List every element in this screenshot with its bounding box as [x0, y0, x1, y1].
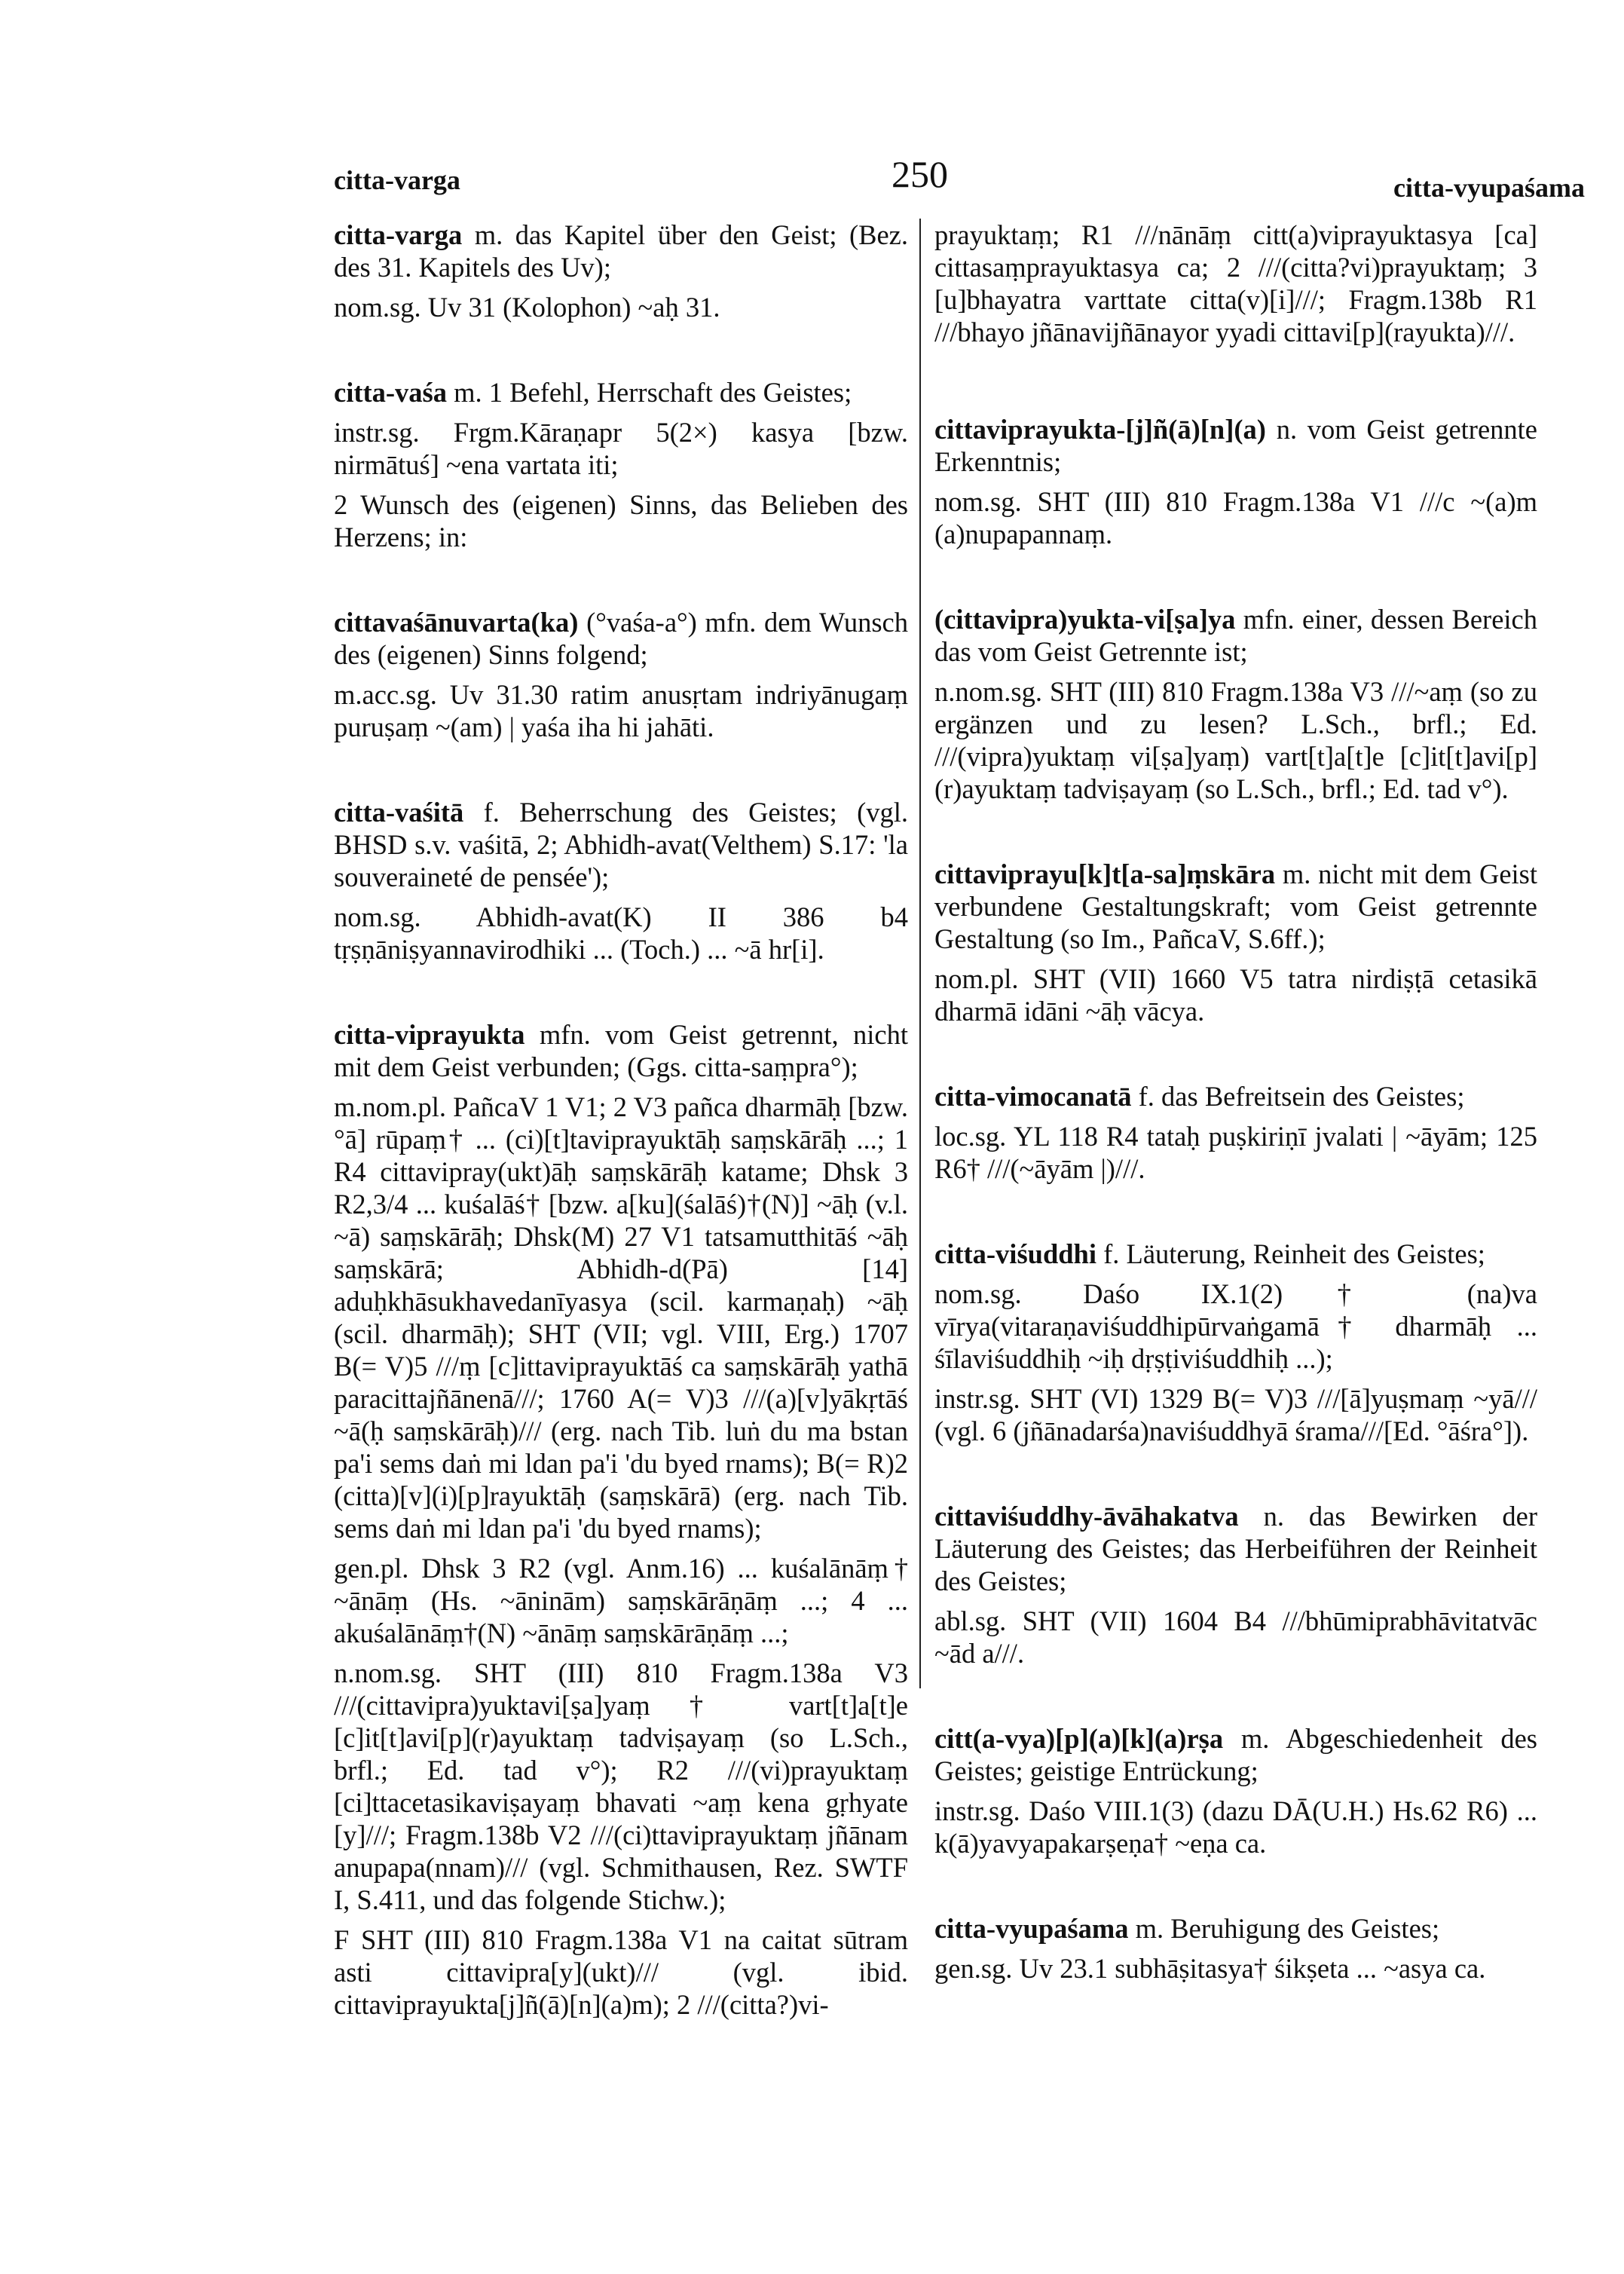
- entry-definition: mfn. einer, dessen Bereich das vom Geist Getrennte ist;: [934, 604, 1537, 667]
- entry-definition: m. Beruhigung des Geistes;: [1135, 1913, 1440, 1944]
- entry-citation: nom.sg. Uv 31 (Kolophon) ~aḥ 31.: [334, 292, 720, 323]
- entry-definition: f. das Befreitsein des Geistes;: [1138, 1081, 1465, 1112]
- entry-headword: cittaviprayukta-[j]ñ(ā)[n](a): [934, 414, 1266, 445]
- entry-headword: citta-vaśa: [334, 377, 448, 408]
- dictionary-entry: [934, 1080, 1537, 1185]
- dictionary-entry: [934, 1722, 1537, 1859]
- entry-citation: m.acc.sg. Uv 31.30 ratim anusṛtam indriyānugaṃ puruṣaṃ ~(am) | yaśa iha hi jahāti.: [334, 679, 908, 742]
- entry-headword: citta-vyupaśama: [934, 1913, 1129, 1944]
- page-number: 250: [892, 153, 948, 195]
- dictionary-entry: [934, 858, 1537, 1027]
- running-head-left: citta-varga: [334, 165, 460, 195]
- dictionary-entry: [334, 219, 908, 323]
- entry-citation: F SHT (III) 810 Fragm.138a V1 na caitat sūtram asti cittavipra[y](ukt)/// (vgl. ibid. cittaviprayukta[j]ñ(ā)[n](a)m); 2 ///(citta?)vi-: [334, 1924, 908, 2020]
- entry-citation: prayuktaṃ; R1 ///nānāṃ citt(a)viprayuktasya [ca] cittasaṃprayuktasya ca; 2 ///(citta?vi)prayuktaṃ; 3 [u]bhayatra varttate citta(v)[i]///; Fragm.138b R1 ///bhayo jñānavijñānayor yyadi cittavi[p](rayukta)///.: [934, 219, 1537, 347]
- running-head-right: citta-vyupaśama: [1393, 173, 1585, 203]
- entry-citation: nom.pl. SHT (VII) 1660 V5 tatra nirdiṣṭā cetasikā dharmā idāni ~āḥ vācya.: [934, 963, 1537, 1027]
- dictionary-entry: [934, 1500, 1537, 1670]
- dictionary-entry: [334, 796, 908, 966]
- entry-citation: instr.sg. Frgm.Kāraṇapr 5(2×) kasya [bzw. nirmātuś] ~ena vartata iti;: [334, 417, 908, 480]
- dictionary-entry: [334, 376, 908, 553]
- entry-definition: 2 Wunsch des (eigenen) Sinns, das Belieben des Herzens; in:: [334, 489, 908, 552]
- entry-citation: n.nom.sg. SHT (III) 810 Fragm.138a V3 ///(cittavipra)yuktavi[ṣa]yaṃ† vart[t]a[t]e [c]it[t]avi[p](r)ayuktaṃ tadviṣayaṃ (so L.Sch., brfl.; Ed. tad v°); R2 ///(vi)prayuktaṃ [ci]ttacetasikaviṣayaṃ bhavati ~aṃ kena gṛhyate [y]///; Fragm.138b V2 ///(ci)ttaviprayuktaṃ jñānam anupapa(nnam)/// (vgl. Schmithausen, Rez. SWTF I, S.411, und das folgende Stichw.);: [334, 1657, 908, 1915]
- dictionary-entry: [334, 1018, 908, 2021]
- page-header: [334, 151, 1585, 211]
- entry-definition: m. 1 Befehl, Herrschaft des Geistes;: [454, 377, 852, 408]
- entry-headword: citta-vaśitā: [334, 797, 464, 828]
- entry-headword: citt(a-vya)[p](a)[k](a)rṣa: [934, 1723, 1224, 1754]
- entry-citation: nom.sg. SHT (III) 810 Fragm.138a V1 ///c ~(a)m (a)nupapannaṃ.: [934, 486, 1537, 549]
- entry-definition: m. das Kapitel über den Geist; (Bez. des 31. Kapitels des Uv);: [334, 219, 909, 283]
- entry-headword: (cittavipra)yukta-vi[ṣa]ya: [934, 604, 1236, 635]
- entry-definition: m. nicht mit dem Geist verbundene Gestaltungskraft; vom Geist getrennte Gestaltung (so Im., PañcaV, S.6ff.);: [934, 858, 1538, 954]
- entry-headword: citta-vimocanatā: [934, 1081, 1132, 1112]
- entry-headword: cittaviśuddhy-āvāhakatva: [934, 1501, 1239, 1532]
- entry-citation: loc.sg. YL 118 R4 tataḥ puṣkiriṇī jvalati | ~āyām; 125 R6† ///(~āyām |)///.: [934, 1121, 1537, 1184]
- entry-definition: (°vaśa-a°) mfn. dem Wunsch des (eigenen) Sinns folgend;: [334, 607, 908, 670]
- dictionary-entry: [334, 606, 908, 743]
- entry-definition: m. Abgeschiedenheit des Geistes; geistige Entrückung;: [934, 1723, 1537, 1786]
- dictionary-entry: [934, 1912, 1537, 1985]
- entry-citation: abl.sg. SHT (VII) 1604 B4 ///bhūmiprabhāvitatvāc ~ād a///.: [934, 1605, 1537, 1669]
- dictionary-entry: [934, 1238, 1537, 1447]
- entry-headword: cittavaśānuvarta(ka): [334, 607, 579, 638]
- dictionary-entry-continued: [934, 219, 1537, 348]
- right-column: [934, 219, 1537, 2037]
- entry-citation: gen.sg. Uv 23.1 subhāṣitasya† śikṣeta ... ~asya ca.: [934, 1953, 1486, 1984]
- dictionary-entry: [934, 413, 1537, 550]
- entry-definition: n. das Bewirken der Läuterung des Geistes; das Herbeiführen der Reinheit des Geistes;: [934, 1501, 1537, 1596]
- entry-citation: gen.pl. Dhsk 3 R2 (vgl. Anm.16) ... kuśalānāṃ† ~ānāṃ (Hs. ~āninām) saṃskārāṇāṃ ...; 4 ... akuśalānāṃ†(N) ~ānāṃ saṃskārāṇāṃ ...;: [334, 1553, 908, 1648]
- entry-citation: n.nom.sg. SHT (III) 810 Fragm.138a V3 ///~aṃ (so zu ergänzen und zu lesen? L.Sch., brfl.; Ed. ///(vipra)yuktaṃ vi[ṣa]yaṃ) vart[t]a[t]e [c]it[t]avi[p](r)ayuktaṃ tadviṣayaṃ (so L.Sch., brfl.; Ed. tad v°).: [934, 676, 1537, 804]
- entry-headword: cittaviprayu[k]t[a-sa]ṃskāra: [934, 858, 1276, 889]
- entry-definition: f. Läuterung, Reinheit des Geistes;: [1103, 1238, 1485, 1269]
- entry-citation: nom.sg. Daśo IX.1(2)† (na)va vīrya(vitaraṇaviśuddhipūrvaṅgamā† dharmāḥ ... śīlaviśuddhiḥ ~iḥ dṛṣṭiviśuddhiḥ ...);: [934, 1278, 1537, 1374]
- entry-headword: citta-viprayukta: [334, 1019, 525, 1050]
- entry-citation: instr.sg. Daśo VIII.1(3) (dazu DĀ(U.H.) Hs.62 R6) ... k(ā)yavyapakarṣeṇa† ~eṇa ca.: [934, 1795, 1537, 1859]
- entry-definition: f. Beherrschung des Geistes; (vgl. BHSD s.v. vaśitā, 2; Abhidh-avat(Velthem) S.17: 'la souveraineté de pensée');: [334, 797, 908, 892]
- entry-citation: nom.sg. Abhidh-avat(K) II 386 b4 tṛṣṇāniṣyannavirodhiki ... (Toch.) ... ~ā hr[i].: [334, 901, 908, 965]
- entry-definition: mfn. vom Geist getrennt, nicht mit dem Geist verbunden; (Ggs. citta-saṃpra°);: [334, 1019, 908, 1082]
- entry-headword: citta-varga: [334, 219, 463, 250]
- dictionary-entry: [934, 603, 1537, 805]
- left-column: [334, 219, 908, 2074]
- entry-definition: n. vom Geist getrennte Erkenntnis;: [934, 414, 1537, 477]
- entry-citation: m.nom.pl. PañcaV 1 V1; 2 V3 pañca dharmāḥ [bzw. °ā] rūpaṃ† ... (ci)[t]taviprayuktāḥ saṃskārāḥ ...; 1 R4 cittavipray(ukt)āḥ saṃskārāḥ katame; Dhsk 3 R2,3/4 ... kuśalāś† [bzw. a[ku](śalāś)†(N)] ~āḥ (v.l. ~ā) saṃskārāḥ; Dhsk(M) 27 V1 tatsamutthitāś ~āḥ saṃskārā; Abhidh-d(Pā) [14] aduḥkhāsukhavedanīyasya (scil. karmaṇaḥ) ~āḥ (scil. dharmāḥ); SHT (VII; vgl. VIII, Erg.) 1707 B(= V)5 ///ṃ [c]ittaviprayuktāś ca saṃskārāḥ yathā paracittajñānenā///; 1760 A(= V)3 ///(a)[v]yākṛtāś ~ā(ḥ saṃskārāḥ)/// (erg. nach Tib. luṅ du ma bstan pa'i sems daṅ mi ldan pa'i 'du byed rnams); B(= R)2 (citta)[v](i)[p]rayuktāḥ (saṃskārā) (erg. nach Tib. sems daṅ mi ldan pa'i 'du byed rnams);: [334, 1091, 908, 1544]
- column-divider: [919, 219, 921, 1688]
- entry-citation: instr.sg. SHT (VI) 1329 B(= V)3 ///[ā]yuṣmaṃ ~yā/// (vgl. 6 (jñānadarśa)naviśuddhyā śrama///[Ed. °āśra°]).: [934, 1383, 1537, 1446]
- entry-headword: citta-viśuddhi: [934, 1238, 1096, 1269]
